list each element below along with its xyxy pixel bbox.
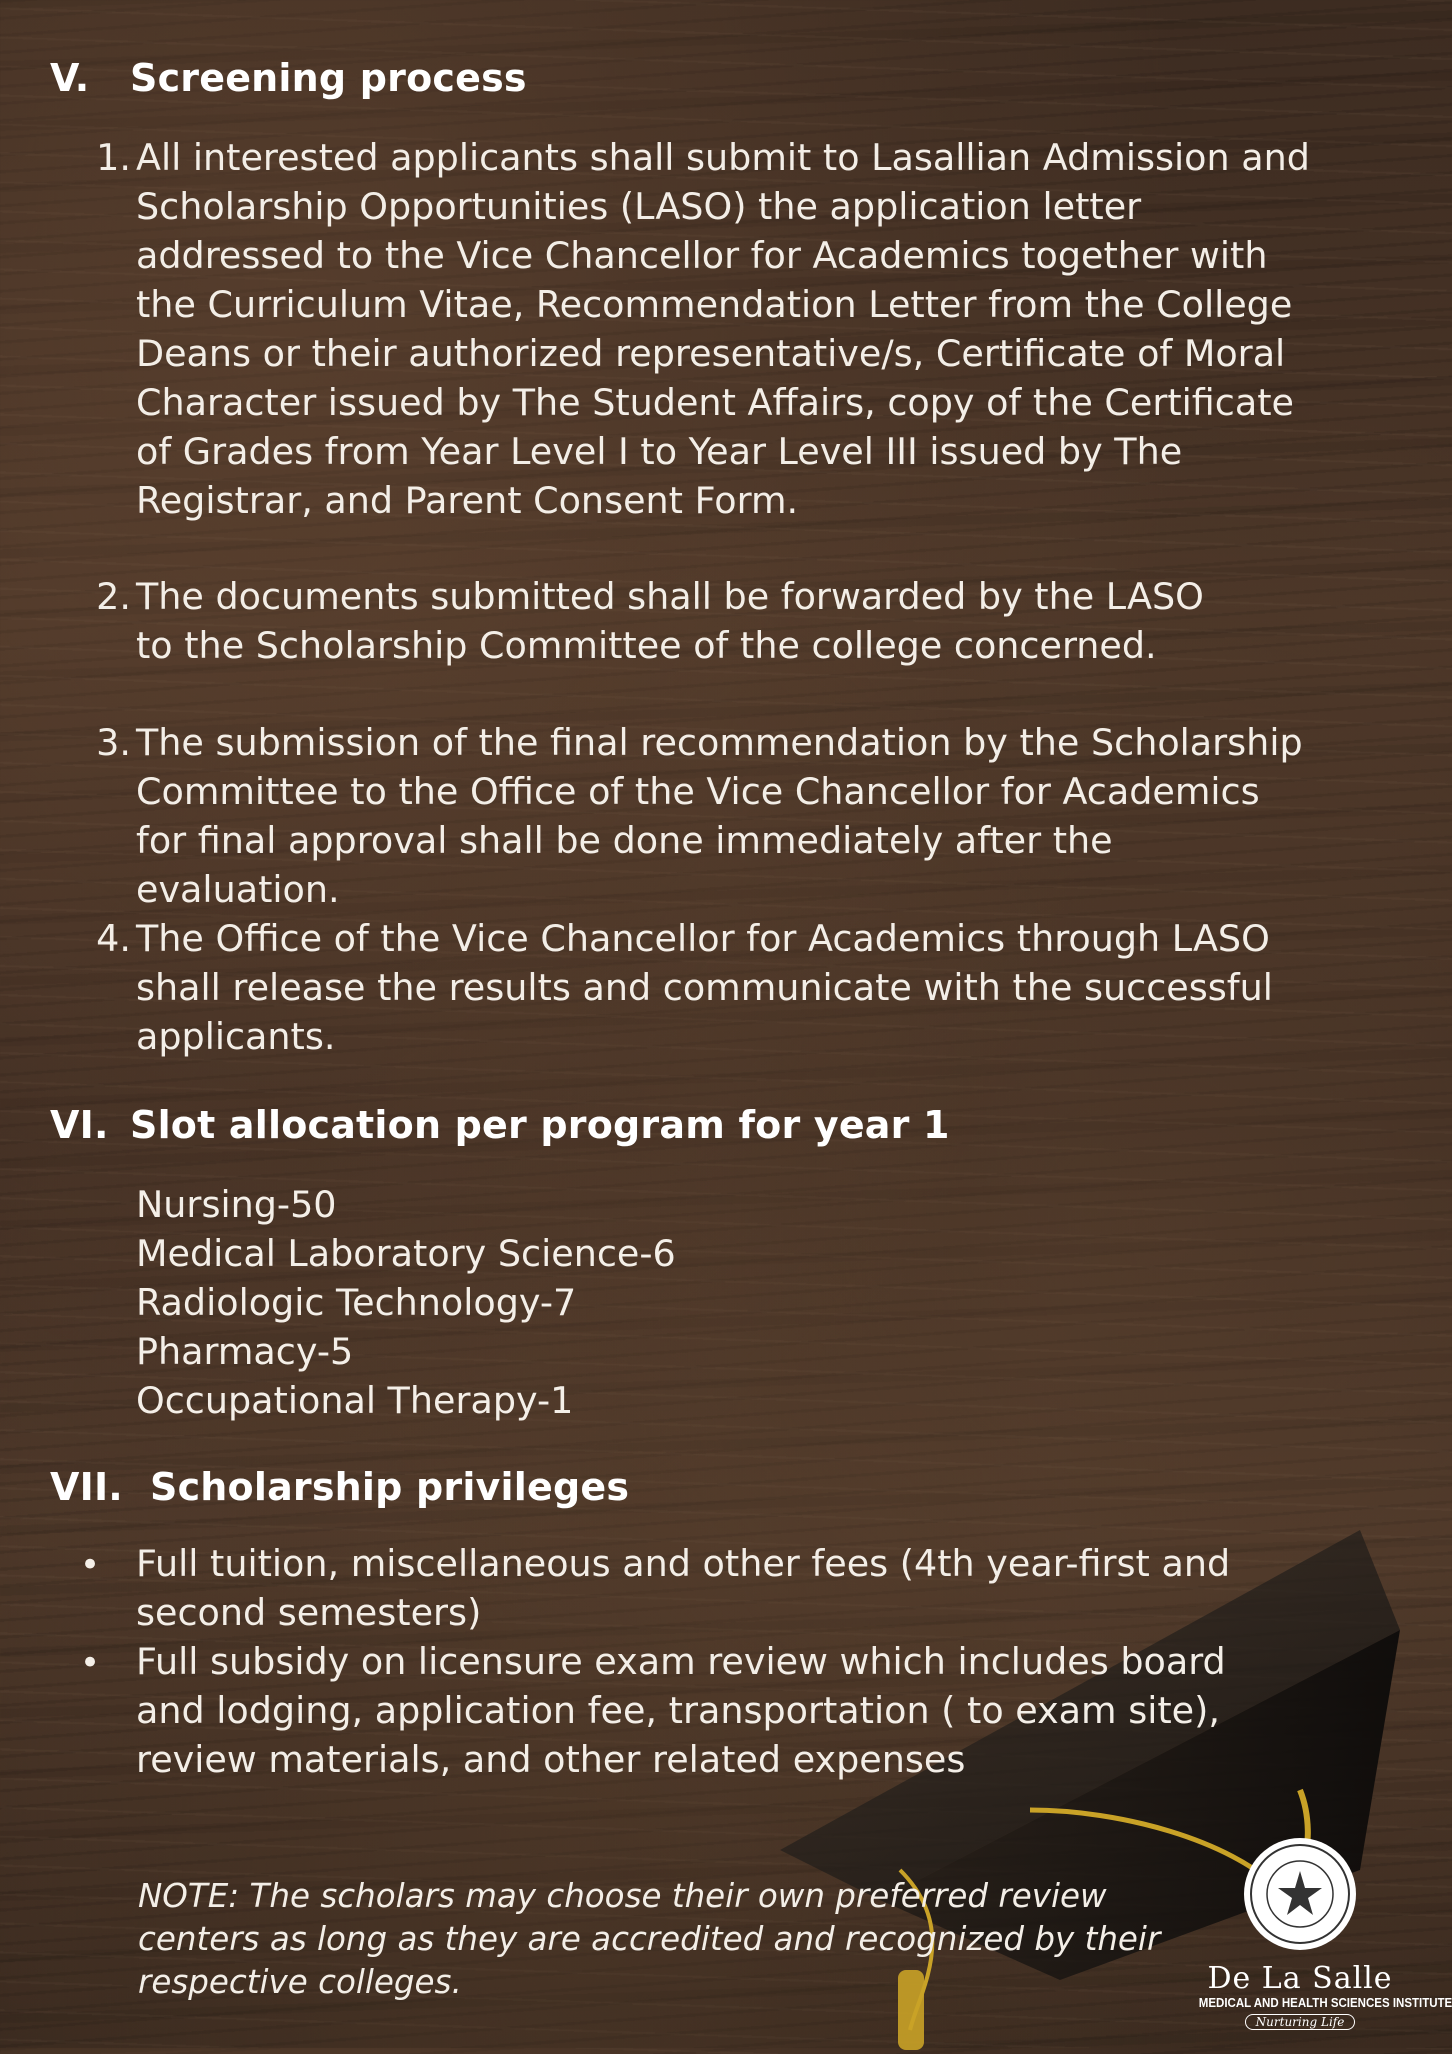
privilege-item-2 [136,1637,1256,1784]
institution-logo [1190,1835,1452,2030]
section-vi-number: VI. [50,1103,109,1147]
screening-item-3 [96,718,1311,914]
screening-item-2 [96,572,1226,670]
bullet-icon: • [80,1643,101,1683]
screening-item-1 [96,133,1311,525]
note-text: NOTE: The scholars may choose their own preferred review centers as long as they are accredited and recognized by their respective colleges. [138,1877,1161,2001]
list-marker: 1. [96,136,131,179]
list-marker: 4. [96,917,131,960]
section-vi-heading [50,1103,950,1147]
section-vi-title: Slot allocation per program for year 1 [130,1103,950,1147]
section-vii-heading [50,1465,629,1509]
list-item-text: The submission of the final recommendation by the Scholarship Committee to the Office of the Vice Chancellor for Academics for final approval shall be done immediately after the evaluation. [136,721,1303,911]
slot-medical-laboratory-science: Medical Laboratory Science-6 [136,1232,676,1275]
slot-occupational-therapy: Occupational Therapy-1 [136,1379,574,1422]
logo-subtitle: MEDICAL AND HEALTH SCIENCES INSTITUTE [1198,1996,1452,2010]
list-item-text: The documents submitted shall be forwarded by the LASO to the Scholarship Committee of the college concerned. [136,575,1204,667]
list-item-text: Full tuition, miscellaneous and other fees (4th year-first and second semesters) [136,1542,1231,1634]
section-vii-number: VII. [50,1465,123,1509]
section-v-title: Screening process [130,56,527,100]
institution-seal-icon [1241,1835,1359,1953]
logo-name: De La Salle [1207,1961,1393,1996]
list-marker: 3. [96,721,131,764]
logo-tagline: Nurturing Life [1245,2014,1356,2030]
section-v-heading [50,56,527,100]
section-v-number: V. [50,56,90,100]
list-item-text: The Office of the Vice Chancellor for Academics through LASO shall release the results and communicate with the successful applicants. [136,917,1273,1058]
list-item-text: All interested applicants shall submit to Lasallian Admission and Scholarship Opportunities (LASO) the application letter addressed to the Vice Chancellor for Academics together with the Curriculum Vitae, Recommendation Letter from the College Deans or their authorized representative/s, Certificate of Moral Character issued by The Student Affairs, copy of the Certificate of Grades from Year Level I to Year Level III issued by The Registrar, and Parent Consent Form. [136,136,1310,522]
screening-item-4 [96,914,1311,1061]
bullet-icon: • [80,1545,101,1585]
section-vii-title: Scholarship privileges [150,1465,630,1509]
slot-nursing: Nursing-50 [136,1183,337,1226]
slot-radiologic-technology: Radiologic Technology-7 [136,1281,577,1324]
list-item-text: Full subsidy on licensure exam review which includes board and lodging, application fee, transportation ( to exam site), review materials, and other related expenses [136,1640,1226,1781]
list-marker: 2. [96,575,131,618]
slot-pharmacy: Pharmacy-5 [136,1330,354,1373]
privilege-item-1 [136,1539,1286,1637]
